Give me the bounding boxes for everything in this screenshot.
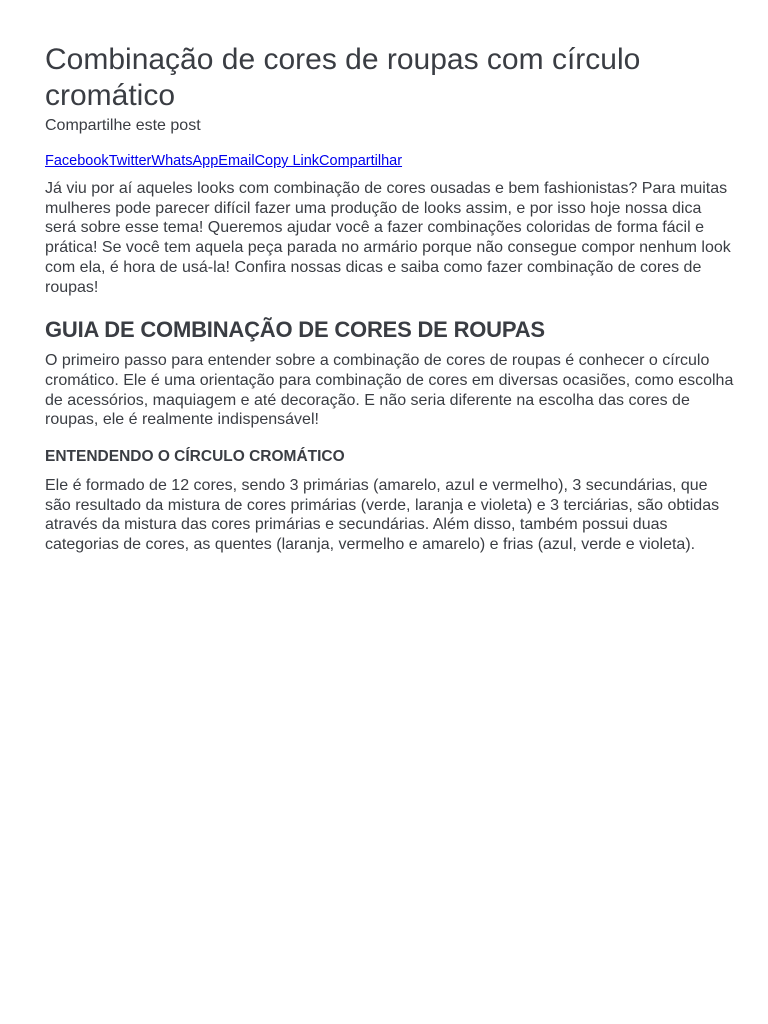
copy-link-link[interactable]: Copy Link — [254, 153, 320, 169]
subsection-paragraph: Ele é formado de 12 cores, sendo 3 primárias (amarelo, azul e vermelho), 3 secundárias, que são resultado da mistura de cores primárias (verde, laranja e violeta) e 3 terciárias, são obtidas através da mistura das cores primárias e secundárias. Além disso, também possui duas categorias de cores, as quentes (laranja, vermelho e amarelo) e frias (azul, verde e violeta). — [45, 477, 720, 554]
share-links — [45, 152, 735, 170]
share-whatsapp-link[interactable]: WhatsApp — [151, 153, 219, 169]
page-title: Combinação de cores de roupas com círculo cromático — [45, 43, 641, 112]
section-paragraph: O primeiro passo para entender sobre a combinação de cores de roupas é conhecer o círculo cromático. Ele é uma orientação para combinação de cores em diversas ocasiões, como escolha de acessórios, maquiagem e até decoração. E não seria diferente na escolha das cores de roupas, ele é realmente indispensável! — [45, 352, 734, 429]
subsection-heading: ENTENDENDO O CÍRCULO CROMÁTICO — [45, 448, 345, 466]
share-twitter-link[interactable]: Twitter — [108, 153, 152, 169]
share-label: Compartilhe este post — [45, 117, 201, 134]
intro-paragraph: Já viu por aí aqueles looks com combinação de cores ousadas e bem fashionistas? Para muitas mulheres pode parecer difícil fazer uma produção de looks assim, e por isso hoje nossa dica será sobre esse tema! Queremos ajudar você a fazer combinações coloridas de forma fácil e prática! Se você tem aquela peça parada no armário porque não consegue compor nenhum look com ela, é hora de usá-la! Confira nossas dicas e saiba como fazer combinação de cores de roupas! — [45, 180, 731, 296]
share-facebook-link[interactable]: Facebook — [45, 153, 109, 169]
section-heading: GUIA DE COMBINAÇÃO DE CORES DE ROUPAS — [45, 317, 545, 343]
article — [45, 42, 735, 555]
share-email-link[interactable]: Email — [218, 153, 255, 169]
share-more-link[interactable]: Compartilhar — [319, 153, 403, 169]
